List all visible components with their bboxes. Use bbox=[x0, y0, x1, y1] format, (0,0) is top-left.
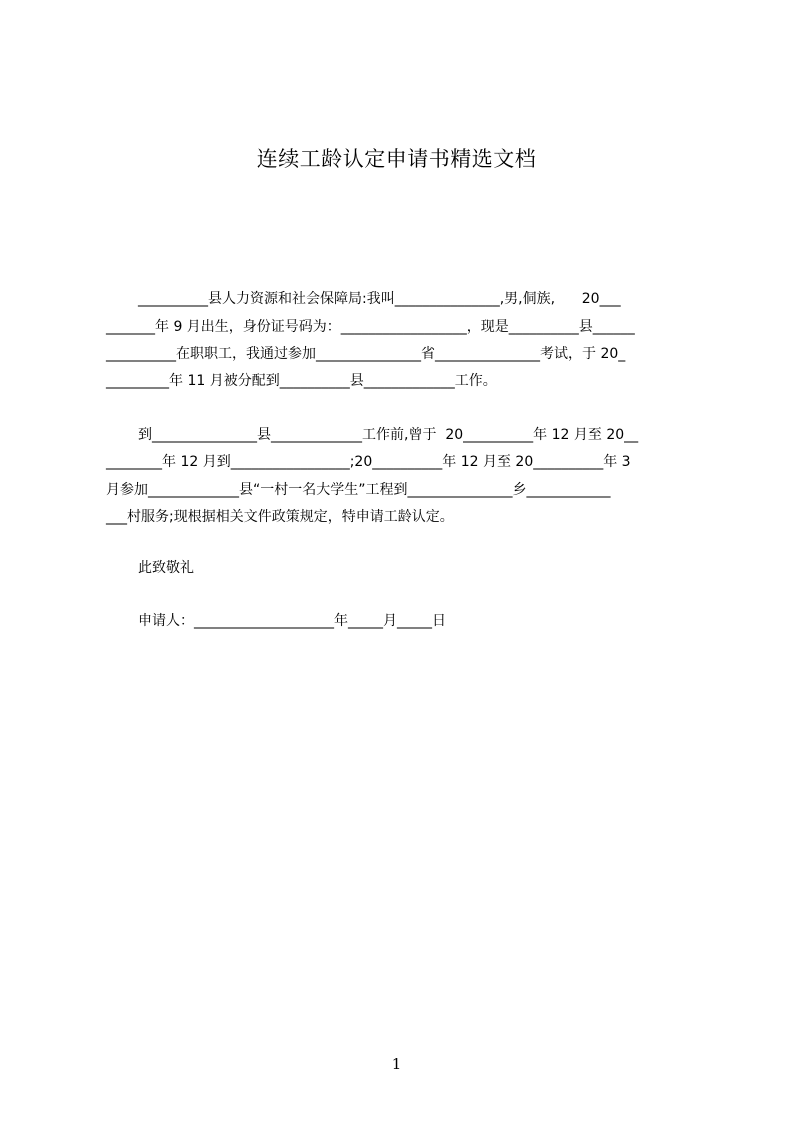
document-title: 连续工龄认定申请书精选文档 bbox=[256, 147, 537, 171]
paragraph-1-line-3: __________在职职工，我通过参加_______________省_______________考试，于 20_ bbox=[106, 346, 626, 362]
closing-salutation: 此致敬礼 bbox=[138, 560, 194, 576]
applicant-signature-line: 申请人：____________________年_____月_____日 bbox=[138, 613, 446, 629]
paragraph-1-line-1: __________县人力资源和社会保障局:我叫_______________,男,侗族, 20___ bbox=[138, 291, 621, 307]
paragraph-2-line-4: ___村服务;现根据相关文件政策规定，特申请工龄认定。 bbox=[106, 509, 454, 525]
paragraph-1-line-2: _______年 9 月出生，身份证号码为：__________________，现是__________县______ bbox=[106, 319, 635, 335]
paragraph-2-line-2: ________年 12 月到_________________;20__________年 12 月至 20__________年 3 bbox=[106, 454, 631, 470]
paragraph-1-line-4: _________年 11 月被分配到__________县_____________工作。 bbox=[106, 373, 497, 389]
paragraph-2-line-3: 月参加_____________县“一村一名大学生”工程到_______________乡____________ bbox=[106, 482, 611, 498]
page-number: 1 bbox=[391, 1055, 402, 1073]
paragraph-2-line-1: 到_______________县_____________工作前,曾于 20__________年 12 月至 20__ bbox=[138, 427, 639, 443]
